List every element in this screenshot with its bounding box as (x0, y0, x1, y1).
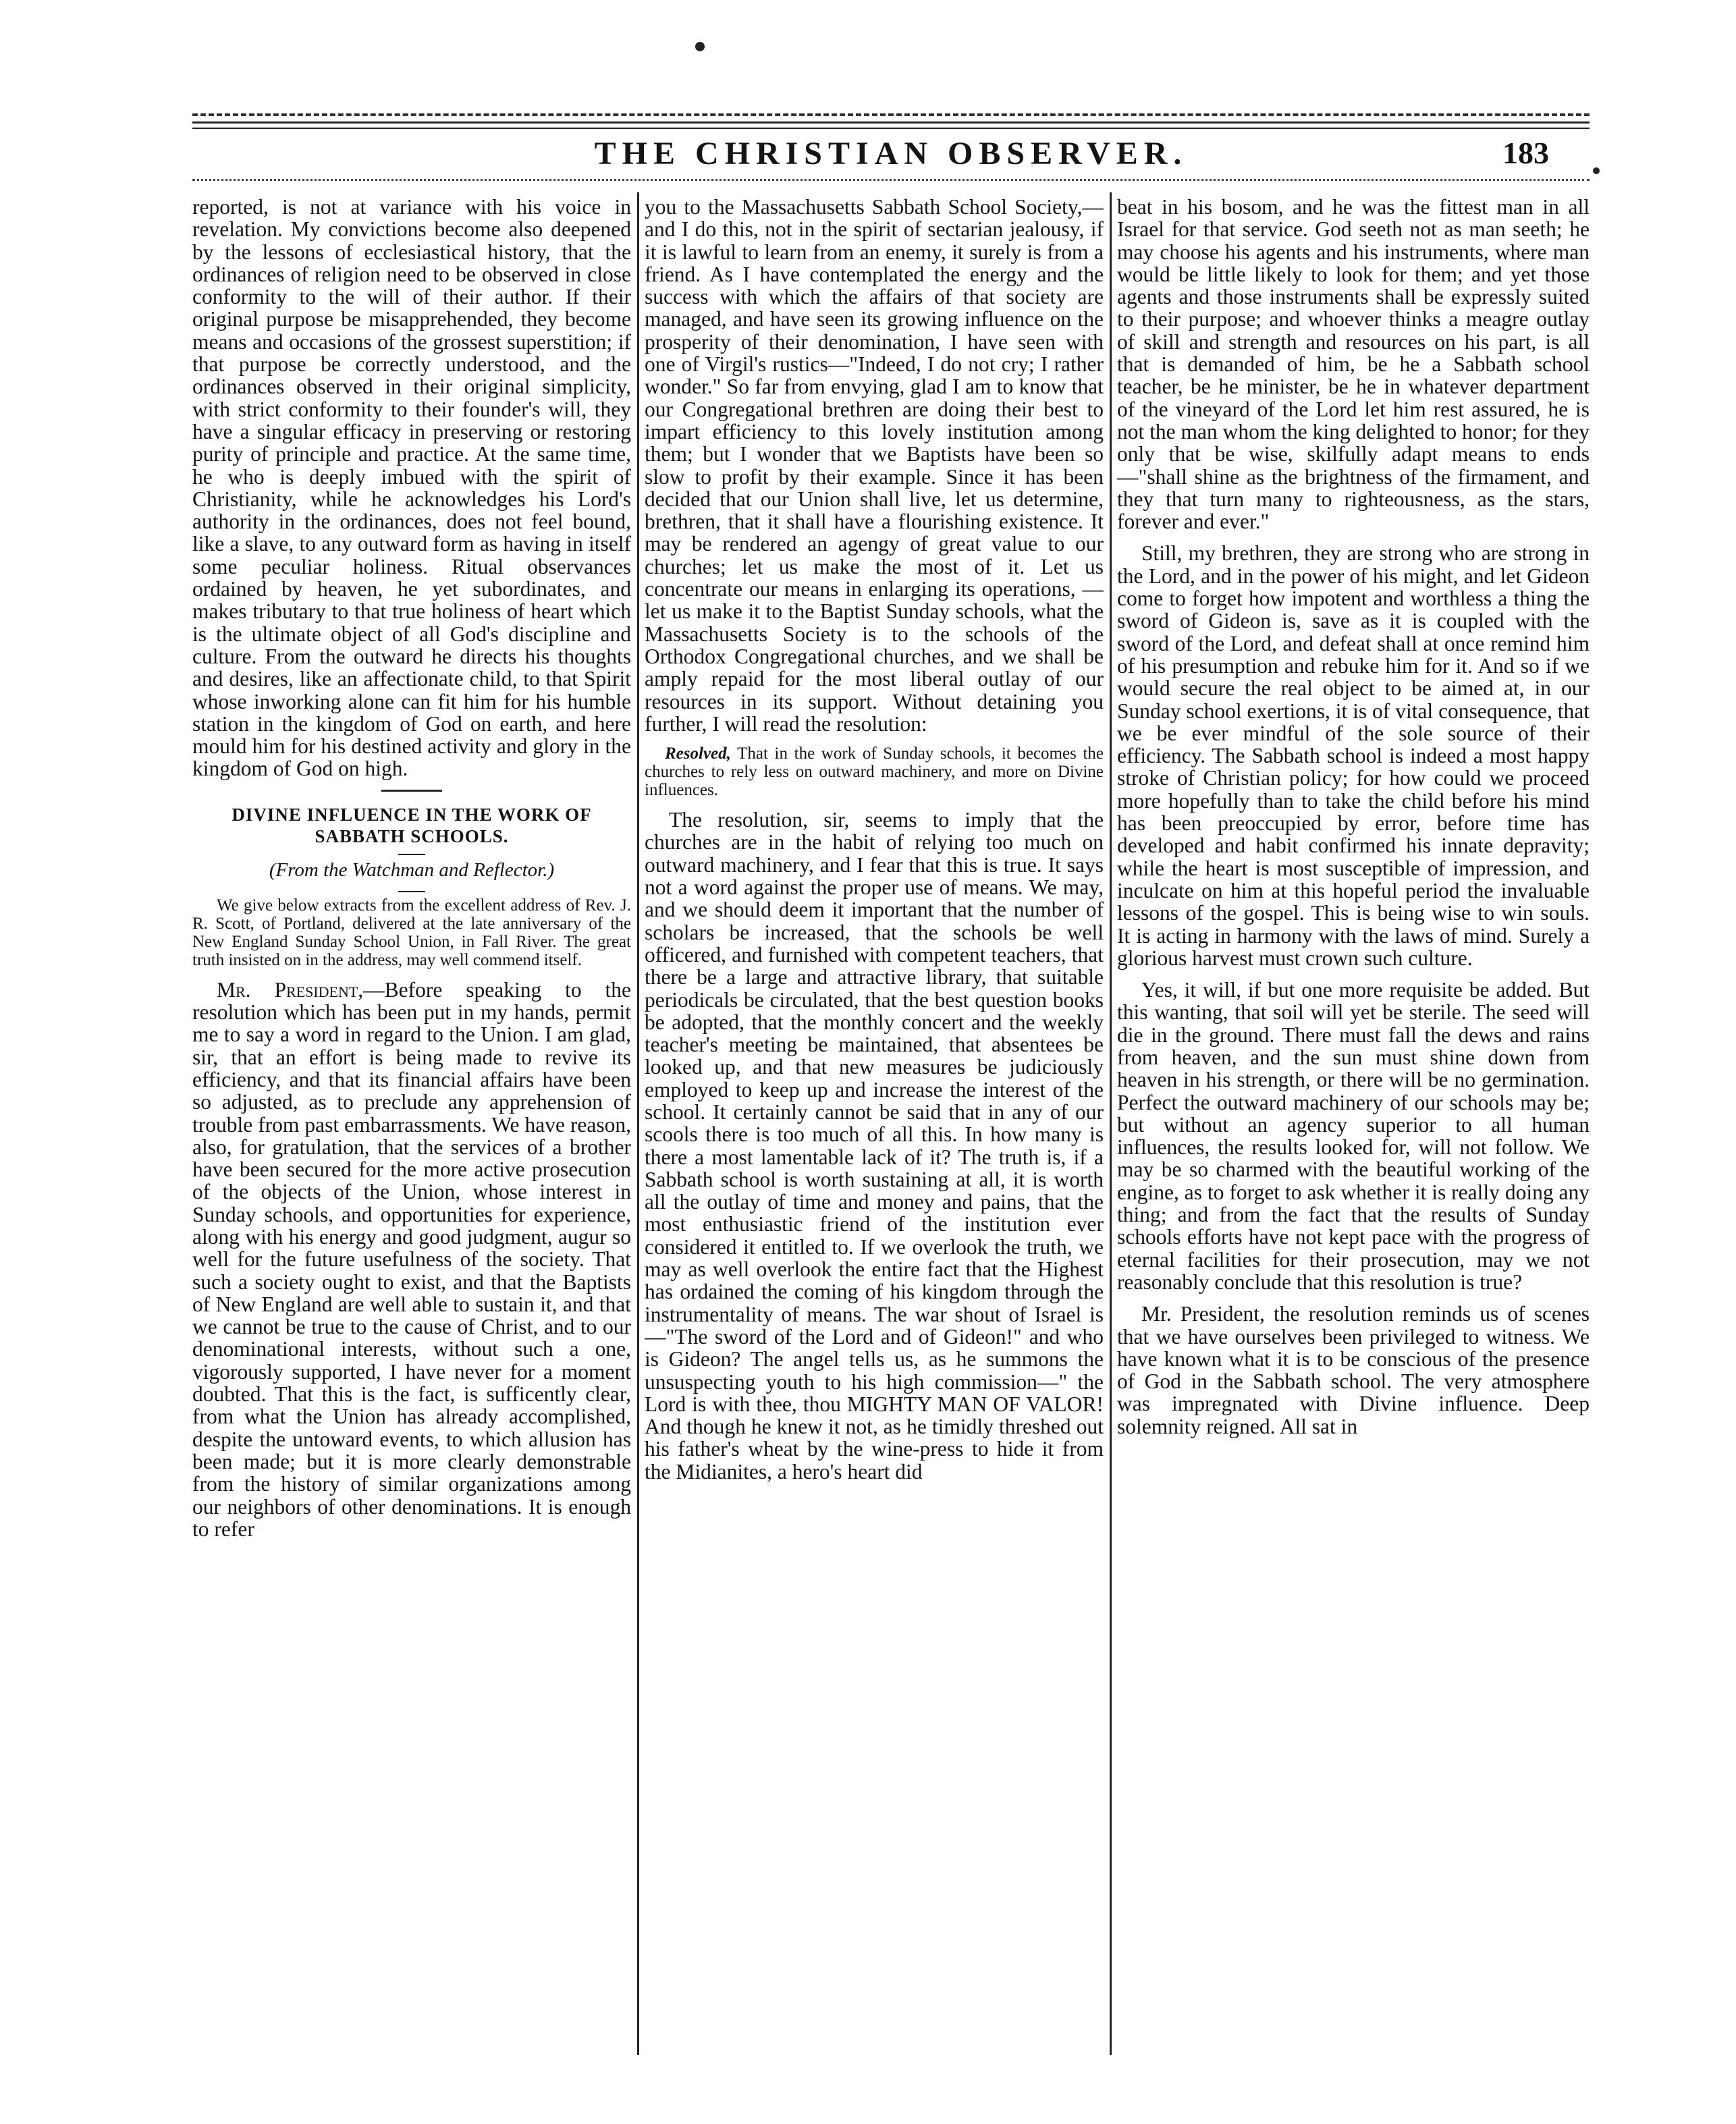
column-3 (1117, 196, 1590, 2055)
column-divider-2 (1110, 192, 1112, 2055)
masthead-underline (192, 179, 1590, 181)
top-dashed-rule (192, 113, 1590, 116)
article-heading: DIVINE INFLUENCE IN THE WORK OF SABBATH SCHOOLS. (232, 804, 592, 846)
col2-main-paragraph: The resolution, sir, seems to imply that the churches are in the habit of relying too much on outward machinery, and I fear that this is true. It says not a word against the proper use of means. We may, and we should deem it important that the number of scholars be increased, that the schools be well officered, and furnished with competent teachers, that there be a large and attractive library, that suitable periodicals be circulated, that the best question books be adopted, that the monthly concert and the weekly teacher's meeting be maintained, that absentees be looked up, and that new measures be judiciously employed to keep up and increase the interest of the school. It certainly cannot be said that in any of our scools there is too much of all this. In how many is there a most lamentable lack of it? The truth is, if a Sabbath school is worth sustaining at all, it is worth all the outlay of time and money and pains, that the most enthusiastic friend of the institution ever considered it entitled to. If we overlook the truth, we may as well overlook the entire fact that the Highest has ordained the coming of his kingdom through the instrumentality of means. The war shout of Israel is—"The sword of the Lord and of Gideon!" and who is Gideon? The angel tells us, as he summons the unsuspecting youth to his high commission—" the Lord is with thee, thou MIGHTY MAN OF VALOR! And though he knew it not, as he timidly threshed out his father's wheat by the wine-press to hide it from the Midianites, a hero's heart did (645, 808, 1104, 1483)
page-number: 183 (1502, 136, 1549, 170)
col3-paragraph-3: Yes, it will, if but one more requisite be added. But this wanting, that soil will yet be sterile. The seed will die in the ground. There must fall the dews and rains from heaven, and the sun must shine down from heaven in his strength, or there will be no germination. Perfect the outward machinery of our schools may be; but without an agency superior to all human influences, the results looked for, will not follow. We may be so charmed with the beautiful working of the engine, as to forget to ask whether it is really doing any thing; and from the fact that the results of Sunday schools efforts have not kept pace with the progress of eternal facilities for their prosecution, may we not reasonably conclude that this resolution is true? (1117, 978, 1590, 1294)
col3-paragraph-4: Mr. President, the resolution reminds us of scenes that we have ourselves been privileged to witness. We have known what it is to be conscious of the presence of God in the Sabbath school. The very atmosphere was impregnated with Divine influence. Deep solemnity reigned. All sat in (1117, 1302, 1590, 1438)
masthead-title: THE CHRISTIAN OBSERVER. (594, 136, 1188, 171)
heading-rule (398, 854, 425, 855)
masthead (192, 135, 1590, 175)
resolution-text (645, 744, 1104, 799)
resolved-body: That in the work of Sunday schools, it becomes the churches to rely less on outward machinery, and more on Divine influences. (645, 744, 1104, 800)
column-2 (645, 196, 1104, 2055)
ink-dot-top (695, 42, 705, 51)
column-1 (192, 196, 631, 2055)
article-intro: We give below extracts from the excellent address of Rev. J. R. Scott, of Portland, delivered at the late anniversary of the New England Sunday School Union, in Fall River. The great truth insisted on in the address, may well commend itself. (192, 896, 631, 969)
speech-body: —Before speaking to the resolution which has been put in my hands, permit me to say a word in regard to the Union. I am glad, sir, that an effort is being made to revive its efficiency, and that its financial affairs have been so adjusted, as to preclude any apprehension of trouble from past embarrassments. We have reason, also, for gratulation, that the services of a brother have been secured for the more active prosecution of the objects of the Union, whose interest in Sunday schools, and opportunities for experience, along with his energy and good judgment, augur so well for the future usefulness of the society. That such a society ought to exist, and that the Baptists of New England are well able to sustain it, and that we cannot be true to the cause of Christ, and to our denominational interests, without such a one, vigorously supported, I have never for a moment doubted. That this is the fact, is sufficently clear, from what the Union has already accomplished, despite the untoward events, to which allusion has been made; but it is more clearly demonstrable from the history of similar organizations among our neighbors of other denominations. It is enough to refer (192, 977, 631, 1541)
speech-opening-paragraph (192, 979, 631, 1540)
article-source: (From the Watchman and Reflector.) (269, 859, 555, 881)
col2-continued-paragraph: you to the Massachusetts Sabbath School Society,—and I do this, not in the spirit of sectarian jealousy, if it is lawful to learn from an enemy, it surely is from a friend. As I have contemplated the energy and the success with which the affairs of that society are managed, and have seen its growing influence on the prosperity of their denomination, I have seen with one of Virgil's rustics—"Indeed, I do not cry; I rather wonder." So far from envying, glad I am to know that our Congregational brethren are doing their best to impart efficiency to this lovely institution among them; but I wonder that we Baptists have been so slow to profit by their example. Since it has been decided that our Union shall live, let us determine, brethren, that it shall have a flourishing existence. It may be rendered an agengy of great value to our churches; let us make the most of it. Let us concentrate our means in enlarging its operations, —let us make it to the Baptist Sunday schools, what the Massachusetts Society is to the schools of the Orthodox Congregational churches, and we shall be amply repaid for the most liberal outlay of our resources in its support. Without detaining you further, I will read the resolution: (645, 196, 1104, 736)
col3-continued-paragraph: beat in his bosom, and he was the fittest man in all Israel for that service. God seeth not as man seeth; he may choose his agents and his instruments, where man would be little likely to look for them; and yet those agents and those instruments shall be expressly suited to their purpose; and whoever thinks a meagre outlay of skill and strength and resources on his part, is all that is demanded of him, be he a Sabbath school teacher, be he minister, be he in whatever department of the vineyard of the Lord let him rest assured, he is not the man whom the king delighted to honor; for they only that be wise, skilfully adapt means to ends —"shall shine as the brightness of the firmament, and they that turn many to righteousness, as the stars, forever and ever." (1117, 196, 1590, 534)
resolved-lead: Resolved, (665, 744, 731, 763)
source-rule (398, 891, 425, 892)
top-double-rule (192, 121, 1590, 129)
col3-paragraph-2: Still, my brethren, they are strong who are strong in the Lord, and in the power of his might, and let Gideon come to forget how impotent and worthless a thing the sword of Gideon is, save as it is coupled with the sword of the Lord, and defeat shall at once remind him of his presumption and rebuke him for it. And so if we would secure the real object to be aimed at, in our Sunday school exertions, it is of vital consequence, that we be ever mindful of the sole source of their efficiency. The Sabbath school is indeed a most happy stroke of Christian policy; for how could we proceed more hopefully than to take the child before his mind has been preoccupied by error, before time has developed and habit confirmed his innate depravity; while the heart is most susceptible of impression, and inculcate on him at this hopeful period the invaluable lessons of the gospel. This is being wise to win souls. It is acting in harmony with the laws of mind. Surely a glorious harvest must crown such culture. (1117, 541, 1590, 970)
article-separator (381, 790, 442, 792)
column-divider-1 (637, 192, 639, 2055)
speech-lead: Mr. President, (217, 977, 364, 1002)
col1-continued-paragraph: reported, is not at variance with his voice in revelation. My convictions become also deepened by the lessons of ecclesiastical history, that the ordinances of religion need to be observed in close conformity to the will of their author. If their original purpose be misapprehended, they become means and occasions of the grossest superstition; if that purpose be correctly understood, and the ordinances observed in their original simplicity, with strict conformity to their founder's will, they have a singular efficacy in preserving or restoring purity of principle and practice. At the same time, he who is deeply imbued with the spirit of Christianity, while he acknowledges his Lord's authority in the ordinances, does not feel bound, like a slave, to any outward form as having in itself some peculiar holiness. Ritual observances ordained by heaven, he yet subordinates, and makes tributary to that true holiness of heart which is the ultimate object of all God's discipline and culture. From the outward he directs his thoughts and desires, like an affectionate child, to that Spirit whose inworking alone can fit him for his humble station in the kingdom of God on earth, and here mould him for his destined activity and glory in the kingdom of God on high. (192, 196, 631, 781)
ink-dot-right (1593, 167, 1600, 174)
